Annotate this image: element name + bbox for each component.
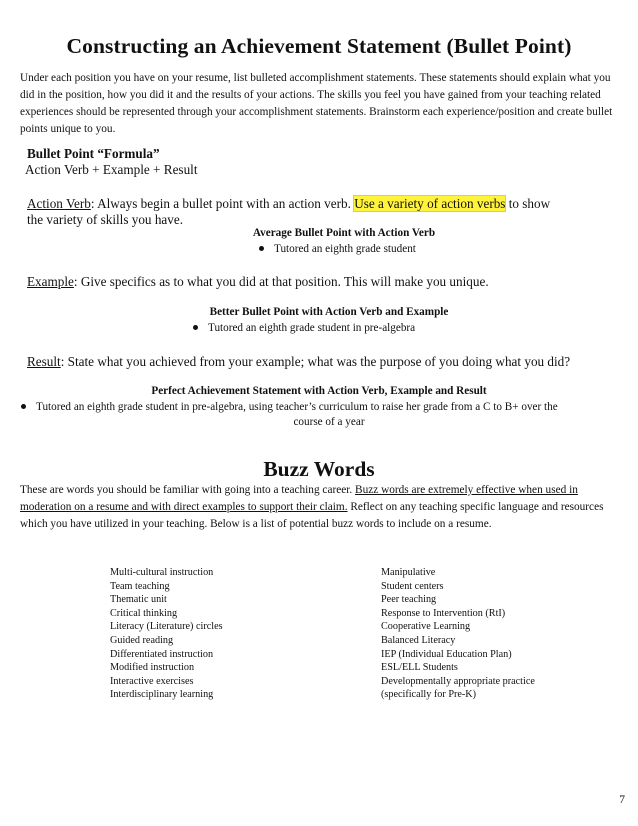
list-item: Guided reading [110,634,174,646]
page-title: Constructing an Achievement Statement (Bullet Point) [66,34,572,58]
list-item: Balanced Literacy [381,634,456,646]
list-item: Student centers [381,580,444,592]
bullet-dot-icon [21,404,26,409]
list-item: Modified instruction [110,662,195,674]
list-item: ESL/ELL Students [381,662,458,674]
list-item: Interactive exercises [110,675,194,687]
action-verb-text: : Always begin a bullet point with an action verb. [90,196,355,211]
action-verb-label: Action Verb [27,196,91,211]
example-line [27,274,489,290]
buzz-words-title: Buzz Words [263,457,375,481]
average-bullet-heading: Average Bullet Point with Action Verb [252,227,436,239]
perfect-statement-item [21,401,558,413]
list-item: Peer teaching [381,594,437,606]
list-item: Thematic unit [110,594,167,606]
page-number: 7 [619,794,625,806]
better-bullet-item [193,322,415,334]
bullet-dot-icon [259,246,264,251]
example-text: : Give specifics as to what you did at that position. This will make you unique. [73,274,489,289]
average-bullet-text: Tutored an eighth grade student [274,243,416,255]
action-verb-line2: the variety of skills you have. [27,212,184,227]
action-verb-text-after: to show [505,196,551,211]
list-item: Literacy (Literature) circles [110,621,223,633]
perfect-statement-heading: Perfect Achievement Statement with Action Verb, Example and Result [151,385,487,397]
result-text: : State what you achieved from your example; what was the purpose of you doing what you did? [60,354,571,369]
better-bullet-text: Tutored an eighth grade student in pre-algebra [208,322,416,334]
buzz-intro-underlined: Buzz words are extremely effective when used in moderation on a resume and with direct examples to support their claim. [20,484,578,513]
result-line [27,354,570,370]
perfect-statement-text-line2: course of a year [293,416,365,428]
list-item: Cooperative Learning [381,621,471,633]
buzz-words-intro [20,482,620,533]
list-item: Response to Intervention (RtI) [381,607,506,619]
buzz-words-left-list [110,566,223,702]
perfect-statement-text: Tutored an eighth grade student in pre-algebra, using teacher’s curriculum to raise her grade from a C to B+ over the [36,401,558,413]
list-item: Developmentally appropriate practice [381,675,535,687]
buzz-intro-after: Reflect on any teaching specific language and resources which you have utilized in your teaching. Below is a list of potential buzz words to include on a resume. [20,501,604,530]
bullet-dot-icon [193,325,198,330]
result-label: Result [27,354,61,369]
intro-paragraph: Under each position you have on your resume, list bulleted accomplishment statements. These statements should explain what you did in the position, how you did it and the results of your actions. The skills you feel you have gained from your teaching related experiences should be represented through your accomplishment statements. Brainstorm each experience/position and create bullet points unique to you. [20,72,613,135]
action-verb-line [27,196,550,212]
average-bullet-item [259,243,416,255]
buzz-intro-before: These are words you should be familiar with going into a teaching career. [20,484,356,496]
list-item: Differentiated instruction [110,648,214,660]
action-verb-highlight: Use a variety of action verbs [354,196,506,211]
formula-heading: Bullet Point “Formula” [27,146,160,161]
list-item: IEP (Individual Education Plan) [381,648,512,660]
list-item: Manipulative [381,567,436,578]
formula-text: Action Verb + Example + Result [25,162,198,177]
list-item: Team teaching [110,580,170,592]
better-bullet-heading: Better Bullet Point with Action Verb and Example [209,306,449,318]
example-label: Example [27,274,74,289]
list-item: Multi-cultural instruction [110,567,214,578]
list-item: (specifically for Pre-K) [381,689,477,701]
list-item: Critical thinking [110,607,178,619]
list-item: Interdisciplinary learning [110,689,214,701]
buzz-words-right-list [381,566,535,702]
